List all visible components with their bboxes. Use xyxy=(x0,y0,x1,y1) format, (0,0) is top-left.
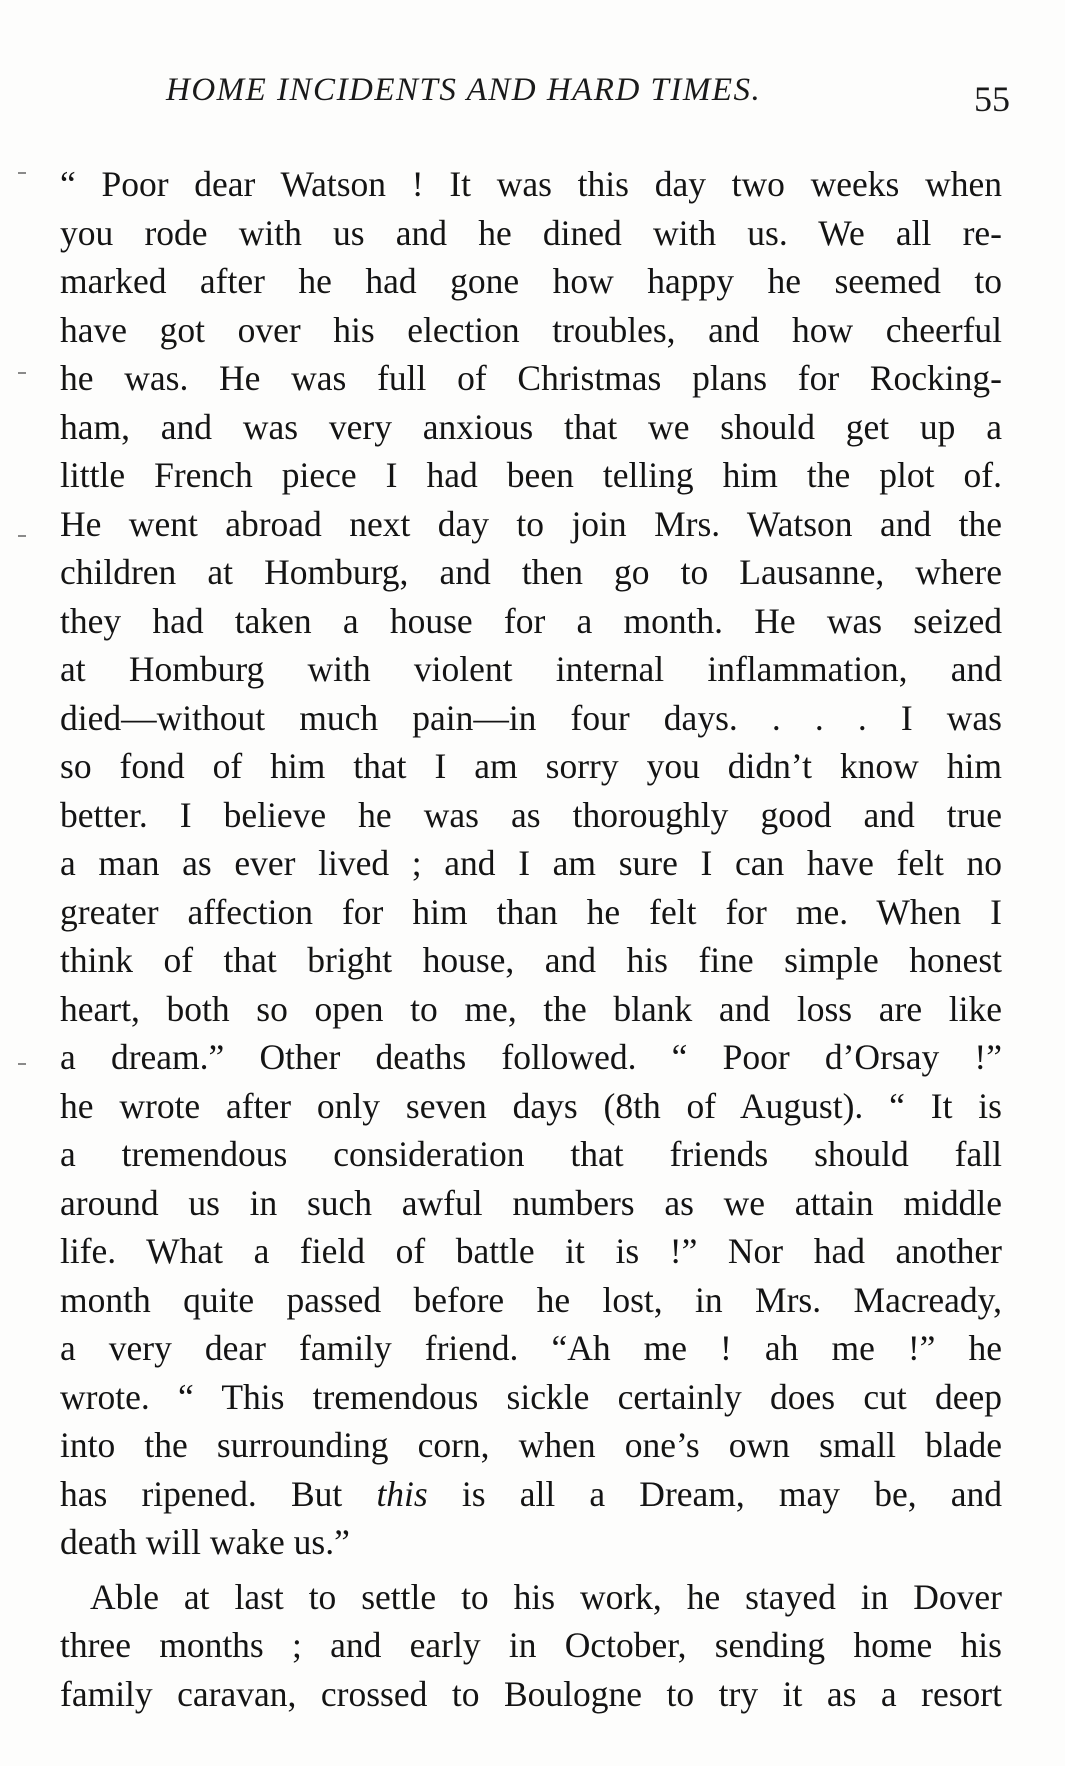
text-line: have got over his election troubles, and how cheerful xyxy=(60,309,1002,350)
text-line: children at Homburg, and then go to Lausanne, where xyxy=(60,552,1002,592)
text-line: died—without much pain—in four days. . . . I was xyxy=(60,697,1002,738)
text-line: he was. He was full of Christmas plans for Rocking- xyxy=(60,358,1002,398)
text-line: Able at last to settle to his work, he stayed in Dover xyxy=(90,1576,1002,1617)
text-line: “ Poor dear Watson ! It was this day two weeks when xyxy=(60,164,1002,204)
text-line: around us in such awful numbers as we attain middle xyxy=(60,1182,1002,1223)
page-number: 55 xyxy=(974,79,1010,119)
text-line: a man as ever lived ; and I am sure I can have felt no xyxy=(60,843,1002,883)
text-line: a dream.” Other deaths followed. “ Poor d’Orsay !” xyxy=(60,1037,1002,1077)
margin-mark xyxy=(18,172,26,174)
emphasis-word: this xyxy=(376,1473,428,1514)
text-line: at Homburg with violent internal inflammation, and xyxy=(60,649,1002,689)
text-line: heart, both so open to me, the blank and loss are like xyxy=(60,988,1002,1029)
text-line: you rode with us and he dined with us. We all re- xyxy=(60,212,1002,253)
text-line: think of that bright house, and his fine simple honest xyxy=(60,940,1002,980)
text-line: life. What a field of battle it is !” Nor had another xyxy=(60,1231,1002,1271)
text-line: better. I believe he was as thoroughly good and true xyxy=(60,794,1002,835)
text-line: into the surrounding corn, when one’s own small blade xyxy=(60,1425,1002,1465)
margin-mark xyxy=(18,372,26,374)
margin-mark xyxy=(18,1063,26,1065)
paragraph-1 xyxy=(60,160,1002,1567)
text-line: marked after he had gone how happy he seemed to xyxy=(60,261,1002,301)
text-line: family caravan, crossed to Boulogne to try it as a resort xyxy=(60,1673,1002,1714)
text-line: little French piece I had been telling him the plot of. xyxy=(60,455,1002,495)
body-text xyxy=(60,160,1002,1718)
text-line: ham, and was very anxious that we should get up a xyxy=(60,406,1002,447)
text-line: death will wake us.” xyxy=(60,1522,350,1562)
text-line-italic: has ripened. But this is all a Dream, may be, and xyxy=(60,1473,1003,1514)
text-line: wrote. “ This tremendous sickle certainly does cut deep xyxy=(60,1376,1002,1417)
text-line: three months ; and early in October, sending home his xyxy=(60,1625,1002,1665)
running-head xyxy=(60,72,1010,122)
text-line: He went abroad next day to join Mrs. Watson and the xyxy=(60,503,1002,544)
paragraph-2 xyxy=(60,1573,1002,1719)
running-title: HOME INCIDENTS AND HARD TIMES. xyxy=(166,72,762,108)
text-line: a tremendous consideration that friends should fall xyxy=(60,1134,1002,1174)
text-line: month quite passed before he lost, in Mrs. Macready, xyxy=(60,1279,1002,1320)
text-line: greater affection for him than he felt for me. When I xyxy=(60,891,1002,932)
text-line: they had taken a house for a month. He was seized xyxy=(60,600,1002,641)
text-line: he wrote after only seven days (8th of August). “ It is xyxy=(60,1085,1002,1126)
text-line: so fond of him that I am sorry you didn’t know him xyxy=(60,746,1002,786)
margin-mark xyxy=(18,535,26,537)
text-line: a very dear family friend. “Ah me ! ah me !” he xyxy=(60,1328,1002,1368)
